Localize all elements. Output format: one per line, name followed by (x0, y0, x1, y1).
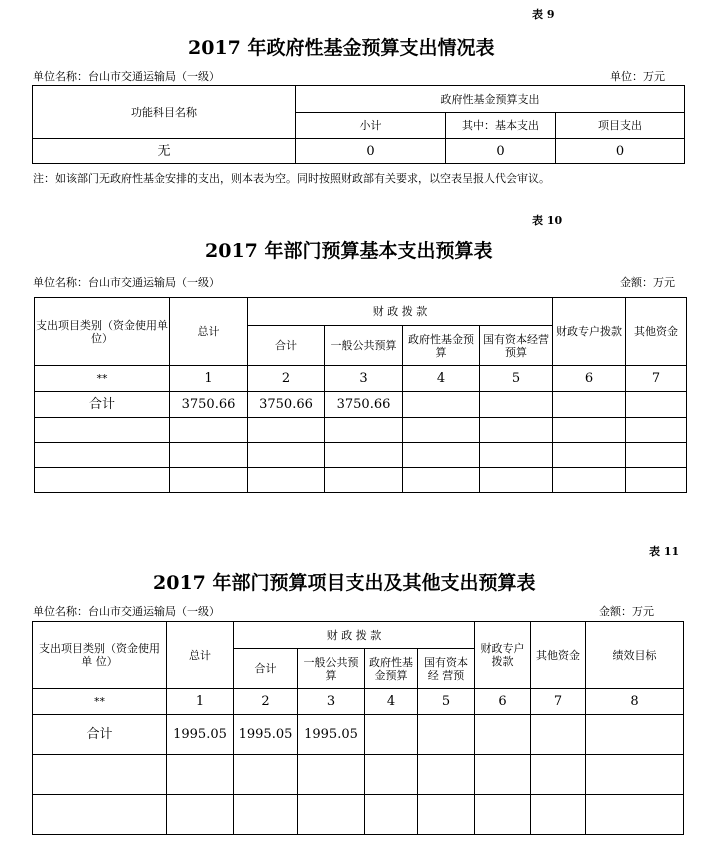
table10-cell (626, 392, 687, 418)
table10-unit: 金额：万元 (620, 276, 675, 289)
table11-cell: 6 (475, 689, 531, 715)
table11-project-expenditure (32, 621, 684, 835)
table10-cell: 3 (325, 366, 403, 392)
table9-cell: 0 (296, 139, 446, 164)
table11-header-general: 一般公共预算 (298, 649, 365, 689)
table11-header-total: 总计 (167, 622, 234, 689)
table10-cell: 3750.66 (170, 392, 248, 418)
table9-government-fund (32, 85, 685, 164)
table11-header-fund: 政府性基金预算 (365, 649, 418, 689)
table10-cell: 3750.66 (248, 392, 325, 418)
table9-header-basic: 其中：基本支出 (446, 113, 556, 139)
table10-cell: 2 (248, 366, 325, 392)
table-row (33, 755, 684, 795)
table10-cell: 7 (626, 366, 687, 392)
table-row (35, 443, 687, 468)
table9-title: 2017 年政府性基金预算支出情况表 (188, 37, 495, 59)
table10-header-fiscal: 财 政 拨 款 (248, 298, 553, 326)
table-row (35, 468, 687, 493)
table10-title: 2017 年部门预算基本支出预算表 (205, 240, 493, 262)
table11-cell: ** (33, 689, 167, 715)
table10-tag: 表 10 (532, 214, 563, 227)
table11-cell: 1995.05 (167, 715, 234, 755)
table11-unit: 金额：万元 (599, 605, 654, 618)
table11-header-fiscal: 财 政 拨 款 (234, 622, 475, 649)
table9-unit: 单位：万元 (610, 70, 665, 83)
table9-header-project: 项目支出 (556, 113, 685, 139)
table10-cell: 4 (403, 366, 480, 392)
table11-cell: 2 (234, 689, 298, 715)
table11-header-category: 支出项目类别（资金使用单 位） (33, 622, 167, 689)
table10-header-category: 支出项目类别（资金使用单位） (35, 298, 170, 366)
table9-tag: 表 9 (532, 8, 555, 21)
table9-unit-name: 单位名称：台山市交通运输局（一级） (33, 70, 220, 83)
table9-cell: 0 (446, 139, 556, 164)
table-row (33, 795, 684, 835)
table11-cell: 1 (167, 689, 234, 715)
table9-header-name: 功能科目名称 (33, 86, 296, 139)
table11-cell: 合计 (33, 715, 167, 755)
table10-cell: 合计 (35, 392, 170, 418)
table11-header-goal: 绩效目标 (586, 622, 684, 689)
table10-cell (480, 392, 553, 418)
table10-header-sum: 合计 (248, 326, 325, 366)
table9-header-group: 政府性基金预算支出 (296, 86, 685, 113)
table10-header-state: 国有资本经营预算 (480, 326, 553, 366)
table11-cell (365, 715, 418, 755)
table10-unit-name: 单位名称：台山市交通运输局（一级） (33, 276, 220, 289)
table10-cell (403, 392, 480, 418)
table10-cell: 6 (553, 366, 626, 392)
table9-note: 注：如该部门无政府性基金安排的支出，则本表为空。同时按照财政部有关要求，以空表呈报人代会审议。 (33, 172, 550, 185)
table9-cell: 无 (33, 139, 296, 164)
table11-header-sum: 合计 (234, 649, 298, 689)
table10-header-general: 一般公共预算 (325, 326, 403, 366)
table-row (35, 366, 687, 392)
table11-cell (586, 715, 684, 755)
table10-header-fund: 政府性基金预算 (403, 326, 480, 366)
table10-header-other: 其他资金 (626, 298, 687, 366)
table-row (33, 689, 684, 715)
table11-tag: 表 11 (649, 545, 680, 558)
table-row (33, 715, 684, 755)
table9-cell: 0 (556, 139, 685, 164)
table10-cell: 3750.66 (325, 392, 403, 418)
table11-cell (531, 715, 586, 755)
table10-cell: 5 (480, 366, 553, 392)
table11-header-special: 财政专户拨款 (475, 622, 531, 689)
table10-header-special: 财政专户拨款 (553, 298, 626, 366)
table-row (33, 139, 685, 164)
table11-unit-name: 单位名称：台山市交通运输局（一级） (33, 605, 220, 618)
table11-cell (475, 715, 531, 755)
table11-cell: 5 (418, 689, 475, 715)
table11-cell: 1995.05 (234, 715, 298, 755)
table11-header-state: 国有资本经 营预 (418, 649, 475, 689)
table11-cell (418, 715, 475, 755)
table11-cell: 3 (298, 689, 365, 715)
table11-cell: 4 (365, 689, 418, 715)
table11-cell: 7 (531, 689, 586, 715)
table11-cell: 8 (586, 689, 684, 715)
table10-cell: 1 (170, 366, 248, 392)
table10-cell (553, 392, 626, 418)
table10-cell: ** (35, 366, 170, 392)
table-row (35, 418, 687, 443)
table-row (35, 392, 687, 418)
table11-header-other: 其他资金 (531, 622, 586, 689)
table9-header-subtotal: 小计 (296, 113, 446, 139)
table11-title: 2017 年部门预算项目支出及其他支出预算表 (153, 572, 536, 594)
table10-basic-expenditure (34, 297, 687, 493)
table11-cell: 1995.05 (298, 715, 365, 755)
table10-header-total: 总计 (170, 298, 248, 366)
